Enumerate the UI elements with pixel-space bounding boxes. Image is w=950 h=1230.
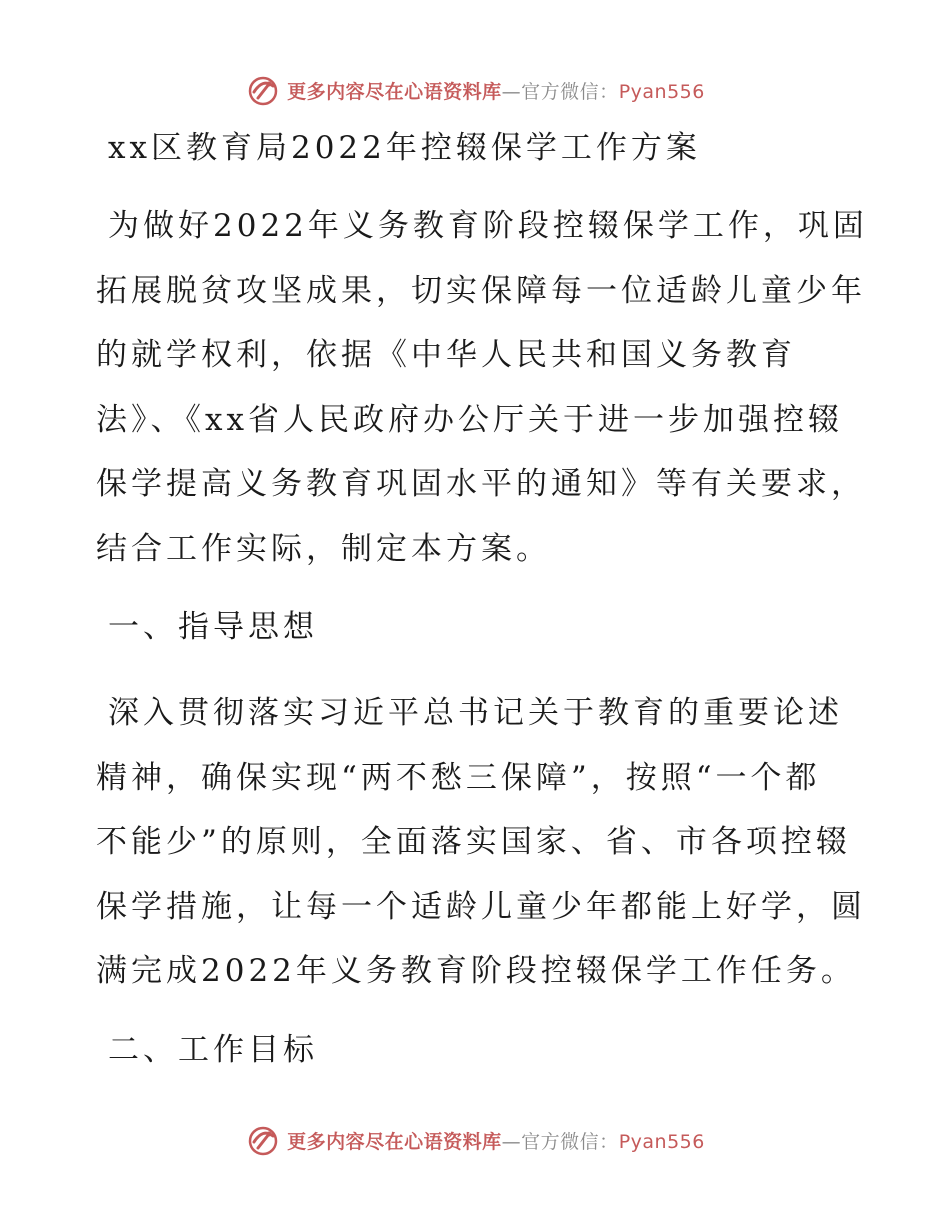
library-logo-icon (245, 1122, 281, 1158)
banner-wechat-id: Pyan556 (618, 1130, 705, 1153)
banner-wechat-label: —官方微信： (501, 80, 619, 103)
intro-line: 法》、《xx省人民政府办公厅关于进一步加强控辍 (96, 401, 843, 438)
library-logo-icon (245, 72, 281, 108)
paragraph-line: 满完成2022年义务教育阶段控辍保学工作任务。 (96, 953, 856, 989)
intro-paragraph (96, 194, 866, 581)
banner-text (287, 77, 705, 104)
paragraph-line: 不能少”的原则，全面落实国家、省、市各项控辍 (96, 824, 851, 860)
paragraph-line: 保学措施，让每一个适龄儿童少年都能上好学，圆 (96, 888, 866, 925)
intro-line: 为做好2022年义务教育阶段控辍保学工作，巩固 (108, 208, 868, 244)
intro-line: 保学提高义务教育巩固水平的通知》等有关要求， (96, 466, 866, 502)
intro-line: 结合工作实际，制定本方案。 (96, 530, 551, 567)
footer-banner (0, 1120, 950, 1160)
document-title: xx区教育局2022年控辍保学工作方案 (108, 130, 701, 166)
banner-wechat-label: —官方微信： (501, 1130, 619, 1153)
header-banner (0, 70, 950, 110)
intro-line: 拓展脱贫攻坚成果，切实保障每一位适龄儿童少年 (96, 272, 866, 309)
intro-line: 的就学权利，依据《中华人民共和国义务教育 (96, 337, 796, 373)
banner-wechat-id: Pyan556 (618, 80, 705, 103)
section-heading-work-goals: 二、工作目标 (108, 1031, 318, 1068)
paragraph-line: 精神，确保实现“两不愁三保障”，按照“一个都 (96, 759, 821, 796)
guiding-thought-paragraph (96, 681, 866, 1004)
document-body (96, 122, 866, 1076)
banner-library-text: 更多内容尽在心语资料库 (287, 1130, 502, 1153)
section-heading-guiding-thought: 一、指导思想 (108, 609, 318, 645)
paragraph-line: 深入贯彻落实习近平总书记关于教育的重要论述 (108, 695, 843, 731)
banner-library-text: 更多内容尽在心语资料库 (287, 80, 502, 103)
banner-text (287, 1127, 705, 1154)
